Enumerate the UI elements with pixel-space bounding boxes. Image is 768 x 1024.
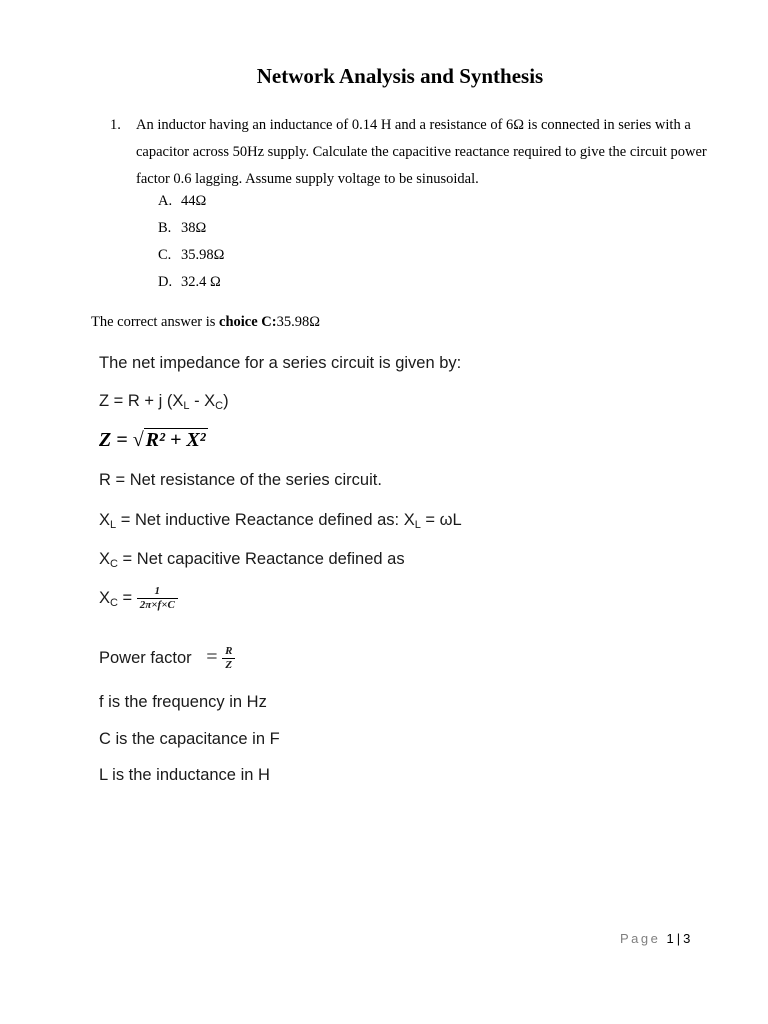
answer-line: [91, 314, 320, 331]
option-letter: D.: [158, 274, 173, 290]
eq-text: =: [117, 588, 137, 607]
option-value: 32.4 Ω: [181, 274, 221, 290]
impedance-magnitude-equation: [99, 428, 208, 452]
pf-equals: =: [206, 645, 218, 668]
power-factor-fraction: [222, 645, 235, 672]
impedance-equation: [99, 392, 229, 412]
eq-text: - X: [189, 392, 216, 410]
def-subscript: L: [110, 519, 117, 531]
def-text: X: [99, 550, 111, 568]
answer-prefix: The correct answer is: [91, 314, 220, 330]
eq-subscript: C: [215, 400, 224, 412]
inductive-reactance-definition: [99, 511, 462, 531]
option-value: 44Ω: [181, 193, 207, 209]
option-value: 38Ω: [181, 220, 207, 236]
page-separator: |: [676, 931, 681, 946]
question-1: [110, 112, 710, 193]
capacitance-definition: C is the capacitance in F: [99, 730, 280, 748]
resistance-definition: R = Net resistance of the series circuit.: [99, 471, 382, 489]
option-b: [158, 220, 206, 237]
fraction-numerator: R: [225, 645, 233, 657]
document-title: Network Analysis and Synthesis: [256, 64, 544, 88]
page-total: 3: [683, 931, 691, 946]
def-subscript: C: [110, 558, 118, 570]
inductance-definition: L is the inductance in H: [99, 766, 270, 784]
capacitive-reactance-definition: [99, 550, 405, 570]
page-footer: [620, 931, 690, 946]
capacitive-reactance-equation: [99, 585, 178, 612]
def-text: = Net capacitive Reactance defined as: [117, 550, 405, 568]
option-letter: A.: [158, 193, 173, 209]
option-d: [158, 274, 221, 291]
eq-radicand: R² + X²: [145, 429, 206, 451]
eq-text: X: [99, 588, 111, 607]
eq-text: ): [223, 392, 229, 410]
answer-value: 35.98Ω: [276, 314, 321, 330]
def-text: = Net inductive Reactance defined as: X: [116, 511, 415, 529]
power-factor-equation: [99, 645, 235, 672]
eq-text: Z = R + j (X: [99, 392, 184, 410]
eq-subscript: C: [110, 596, 118, 609]
pf-label: Power factor: [99, 648, 192, 667]
question-number: 1.: [110, 117, 121, 133]
sqrt-symbol: √: [132, 429, 144, 451]
eq-text: Z =: [99, 429, 133, 451]
eq-subscript: L: [183, 400, 190, 412]
option-letter: C.: [158, 247, 172, 263]
question-text: An inductor having an inductance of 0.14 H and a resistance of 6Ω is connected in series with a capacitor across 50Hz supply. Calculate the capacitive reactance required to give the circuit power factor 0.6 lagging. Assume supply voltage to be sinusoidal.: [136, 117, 707, 187]
page-label: Page: [620, 931, 661, 946]
page-current: 1: [666, 931, 674, 946]
option-value: 35.98Ω: [181, 247, 225, 263]
answer-choice: choice C:: [219, 314, 277, 330]
fraction-denominator: Z: [222, 658, 235, 672]
option-c: [158, 247, 224, 264]
def-text: X: [99, 511, 111, 529]
frequency-definition: f is the frequency in Hz: [99, 693, 267, 711]
reactance-fraction: [137, 585, 178, 612]
fraction-numerator: 1: [154, 585, 161, 597]
def-text: = ωL: [420, 511, 462, 529]
option-letter: B.: [158, 220, 172, 236]
fraction-denominator: 2π×f×C: [137, 598, 178, 612]
option-a: [158, 193, 206, 210]
explanation-intro: The net impedance for a series circuit is given by:: [99, 354, 462, 372]
def-subscript: L: [414, 519, 421, 531]
